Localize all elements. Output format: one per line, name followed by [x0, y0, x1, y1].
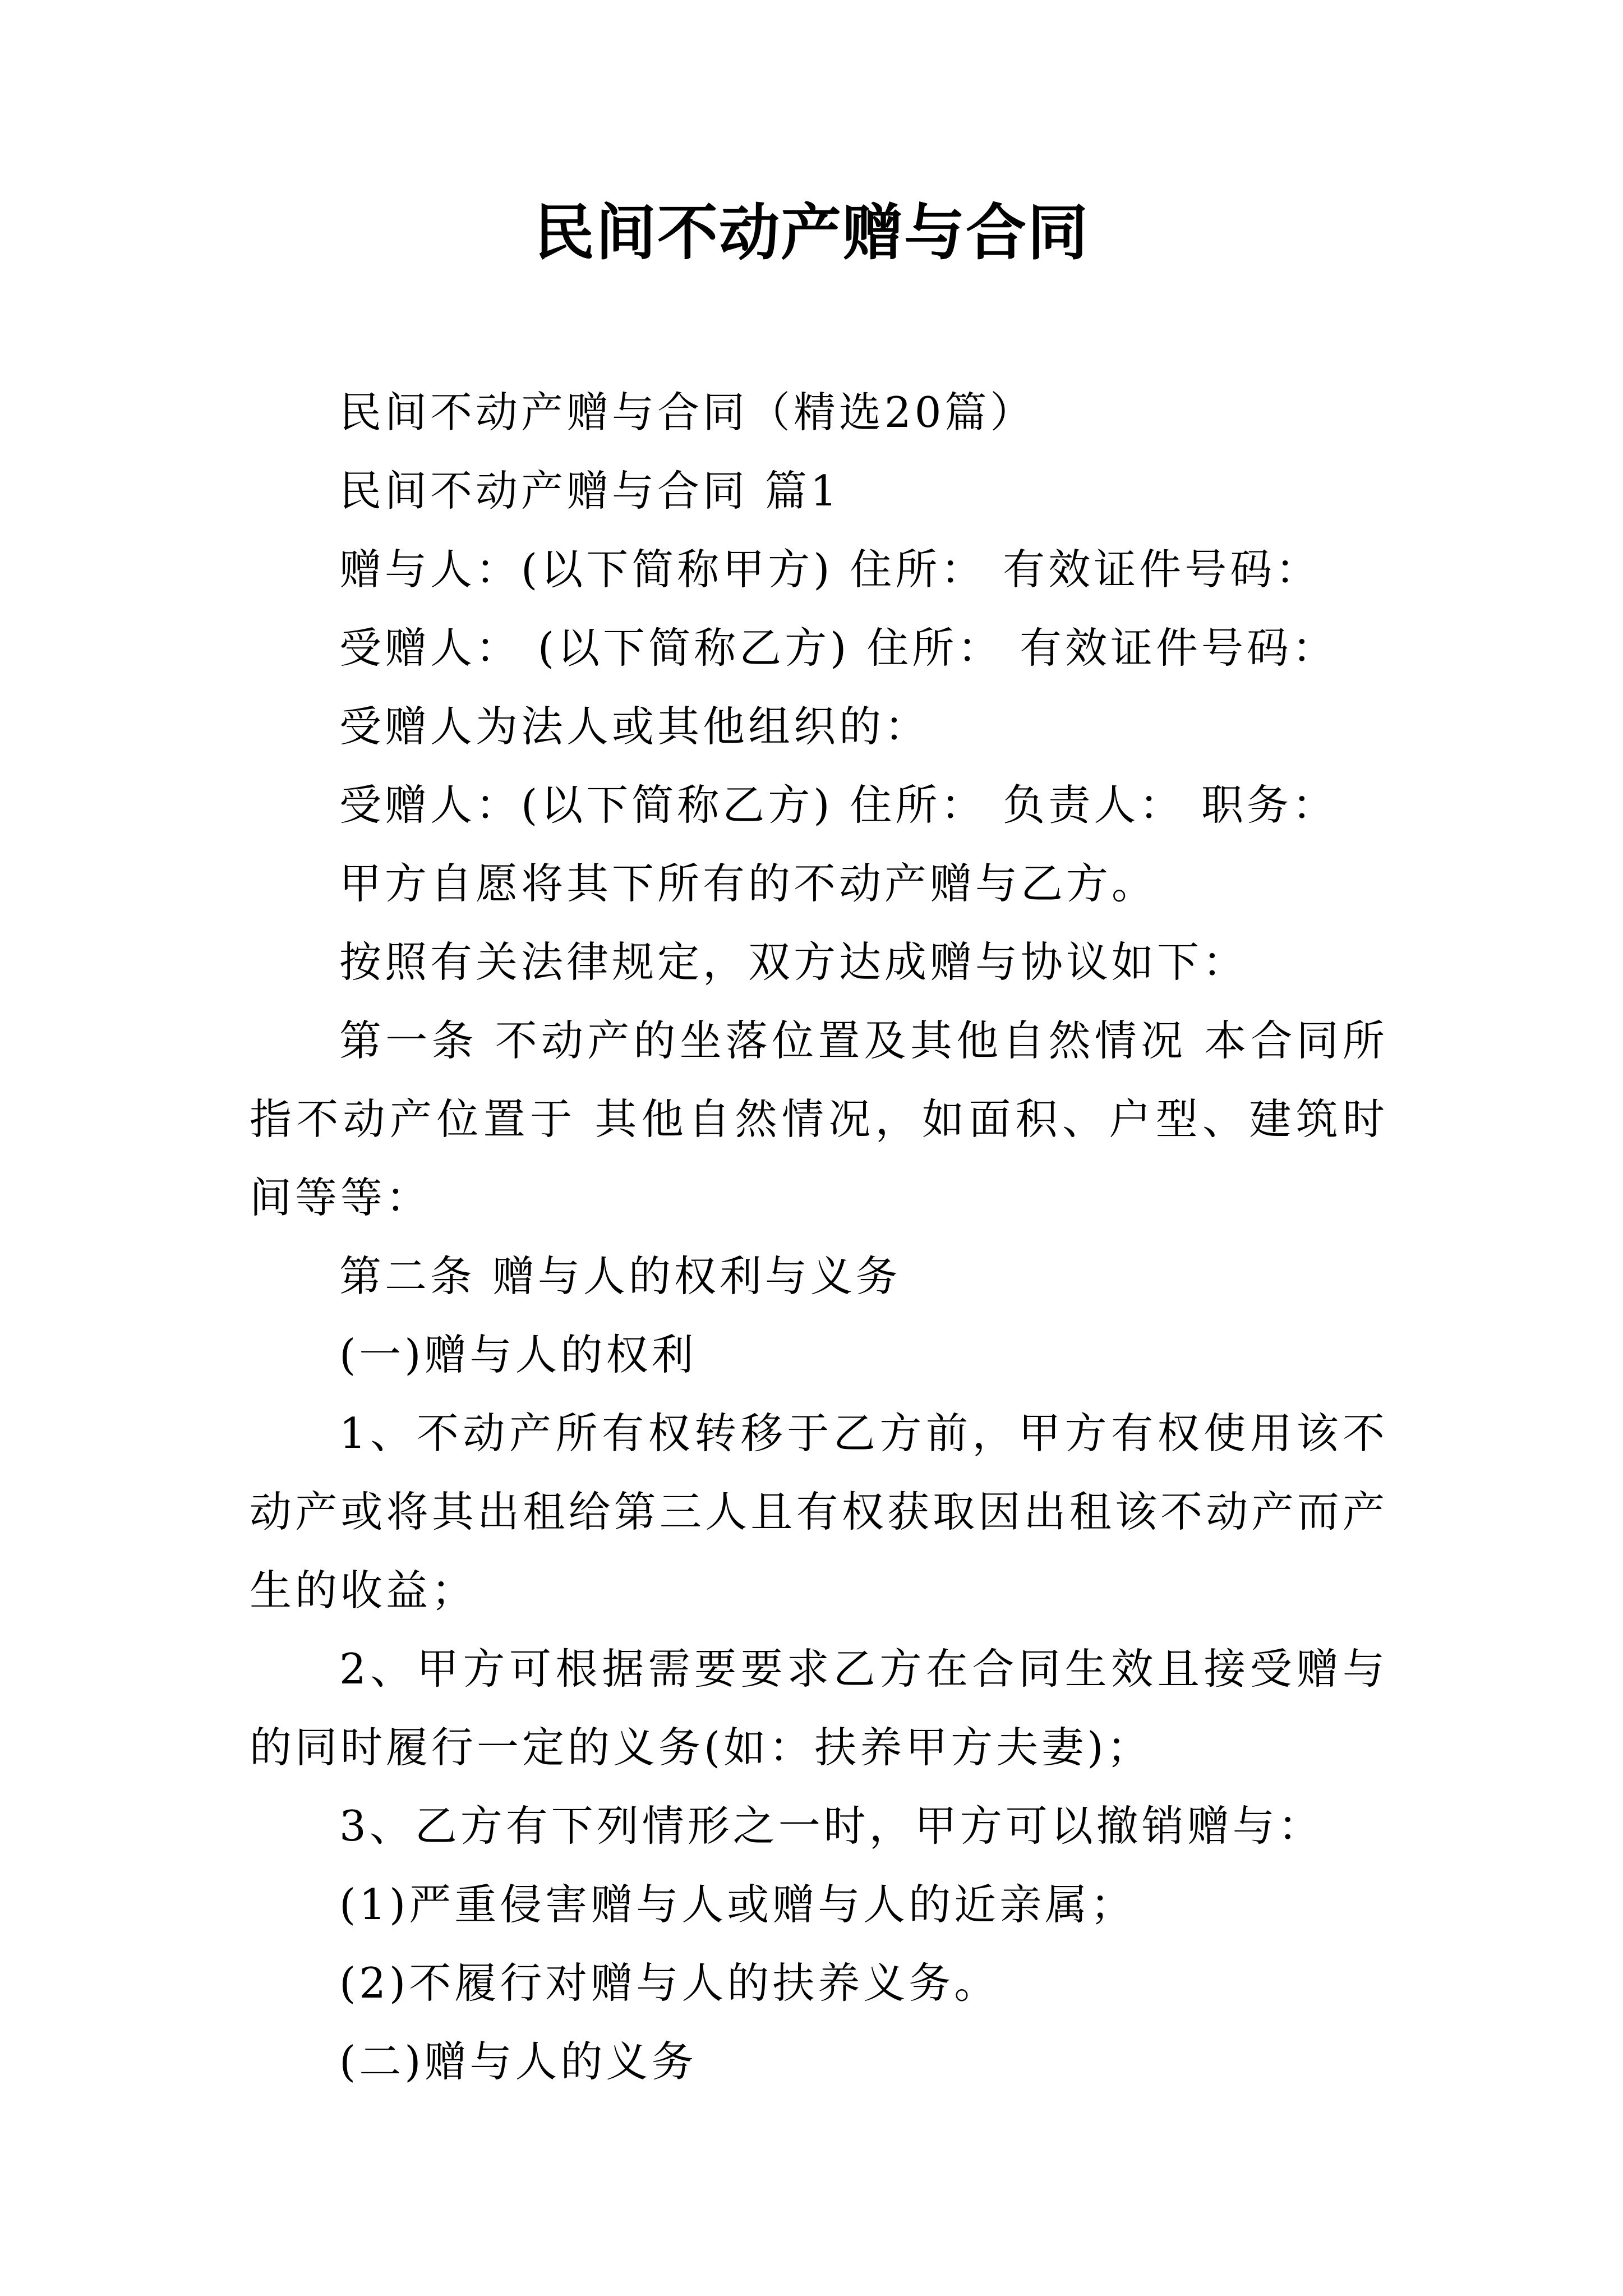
- document-body: [250, 373, 1388, 2101]
- paragraph-agreement-intro: 按照有关法律规定，双方达成赠与协议如下：: [339, 937, 1248, 987]
- paragraph-article-2: 第二条 赠与人的权利与义务: [339, 1251, 901, 1301]
- paragraph-donee: 受赠人： (以下简称乙方) 住所： 有效证件号码：: [339, 623, 1338, 673]
- paragraph-right-1: 1、不动产所有权转移于乙方前，甲方有权使用该不动产或将其出租给第三人且有权获取因出租该不动产而产生的收益；: [250, 1409, 1388, 1615]
- paragraph-right-2: 2、甲方可根据需要要求乙方在合同生效且接受赠与的同时履行一定的义务(如：扶养甲方夫妻)；: [250, 1644, 1388, 1772]
- paragraph-donor-obligations-heading: (二)赠与人的义务: [339, 2037, 697, 2086]
- paragraph-voluntary-gift: 甲方自愿将其下所有的不动产赠与乙方。: [339, 859, 1158, 908]
- paragraph-subtitle: 民间不动产赠与合同（精选20篇）: [339, 388, 1036, 437]
- paragraph-donee-organization: 受赠人为法人或其他组织的：: [339, 702, 930, 751]
- paragraph-donee-representative: 受赠人：(以下简称乙方) 住所： 负责人： 职务：: [339, 780, 1338, 830]
- paragraph-condition-1: (1)严重侵害赠与人或赠与人的近亲属；: [339, 1880, 1136, 1929]
- document-title: 民间不动产赠与合同: [533, 197, 1089, 268]
- paragraph-article-1: 第一条 不动产的坐落位置及其他自然情况 本合同所指不动产位置于 其他自然情况，如面积、户型、建筑时间等等：: [250, 1016, 1388, 1222]
- paragraph-section-heading: 民间不动产赠与合同 篇1: [339, 466, 841, 516]
- paragraph-condition-2: (2)不履行对赠与人的扶养义务。: [339, 1958, 1000, 2008]
- paragraph-donor-rights-heading: (一)赠与人的权利: [339, 1330, 697, 1379]
- paragraph-right-3: 3、乙方有下列情形之一时，甲方可以撤销赠与：: [339, 1801, 1324, 1851]
- paragraph-donor: 赠与人：(以下简称甲方) 住所： 有效证件号码：: [339, 545, 1321, 594]
